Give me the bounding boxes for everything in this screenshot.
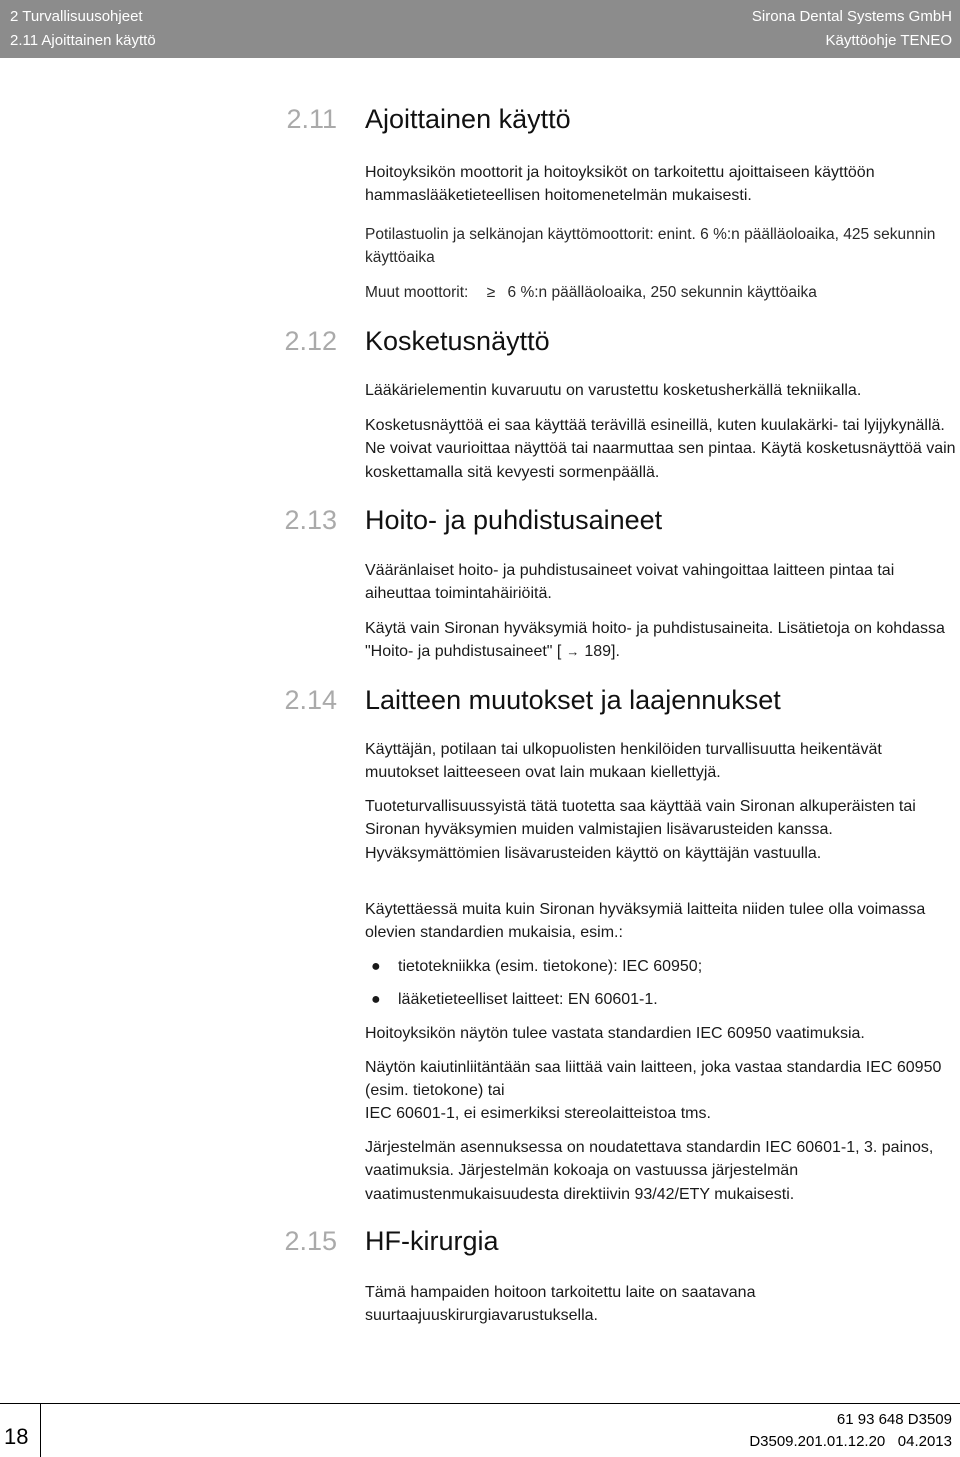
paragraph-intermittent-use: Hoitoyksikön moottorit ja hoitoyksiköt on tarkoitettu ajoittaiseen käyttöön hammaslääketieteellisen hoitomenetelmän mukaisesti. <box>365 164 875 205</box>
bullet-item-it-equipment: tietotekniikka (esim. tietokone): IEC 60950; <box>398 958 703 975</box>
cleaning-reference-page: 189]. <box>584 643 620 661</box>
paragraph-speaker-connection: Näytön kaiutinliitäntään saa liittää vain laitteen, joka vastaa standardia IEC 60950 (esim. tietokone) tai <box>365 1059 942 1100</box>
section-number-2-11: 2.11 <box>286 104 337 134</box>
section-title-2-11: Ajoittainen käyttö <box>365 104 571 134</box>
section-title-2-12: Kosketusnäyttö <box>365 326 550 356</box>
paragraph-cleaning-warning: Vääränlaiset hoito- ja puhdistusaineet voivat vahingoittaa laitteen pintaa tai aiheuttaa toimintahäiriöitä. <box>365 562 895 603</box>
page-reference-arrow-icon: → <box>566 644 580 660</box>
paragraph-standards-intro: Käytettäessä muita kuin Sironan hyväksymiä laitteita niiden tulee olla voimassa olevien standardien mukaisia, esim.: <box>365 901 926 942</box>
bullet-marker: ● <box>371 958 381 975</box>
footer-document-code: D3509.201.01.12.20 04.2013 <box>749 1433 952 1450</box>
section-title-2-15: HF-kirurgia <box>365 1226 499 1256</box>
section-number-2-13: 2.13 <box>284 505 337 535</box>
bullet-marker: ● <box>371 991 381 1008</box>
paragraph-display-standard: Hoitoyksikön näytön tulee vastata standardien IEC 60950 vaatimuksia. <box>365 1025 865 1042</box>
paragraph-system-installation: Järjestelmän asennuksessa on noudatettava standardin IEC 60601-1, 3. painos, vaatimuksia. Järjestelmän kokoaja on vastuussa järjestelmän vaatimustenmukaisuudesta direktiivin 93/42/ETY mukaisesti. <box>365 1139 934 1203</box>
bullet-item-medical-devices: lääketieteelliset laitteet: EN 60601-1. <box>398 991 658 1008</box>
footer-order-number: 61 93 648 D3509 <box>836 1411 952 1428</box>
greater-equal-symbol: ≥ <box>486 284 496 301</box>
paragraph-cleaning-reference <box>365 617 955 664</box>
paragraph-speaker-connection-cont: IEC 60601-1, ei esimerkiksi stereolaitteistoa tms. <box>365 1105 711 1122</box>
paragraph-hf-surgery: Tämä hampaiden hoitoon tarkoitettu laite on saatavana suurtaajuuskirurgiavarustuksella. <box>365 1284 756 1325</box>
paragraph-accessories: Tuoteturvallisuussyistä tätä tuotetta saa käyttää vain Sironan alkuperäisten tai Sironan hyväksymien muiden valmistajien lisävarusteiden kanssa. Hyväksymättömien lisävarusteiden käyttö on käyttäjän vastuulla. <box>365 798 916 862</box>
running-header <box>0 0 960 58</box>
footer-divider <box>40 1403 41 1457</box>
footer-rule <box>0 1403 960 1404</box>
header-chapter: 2 Turvallisuusohjeet <box>10 8 143 25</box>
cleaning-reference-text: Käytä vain Sironan hyväksymiä hoito- ja puhdistusaineita. Lisätietoja on kohdassa "Hoito- ja puhdistusaineet" [ <box>365 620 945 661</box>
header-manual-title: Käyttöohje TENEO <box>825 32 952 49</box>
header-section: 2.11 Ajoittainen käyttö <box>10 32 156 49</box>
section-number-2-14: 2.14 <box>284 685 337 715</box>
other-motors-value: 6 %:n päälläoloaika, 250 sekunnin käyttöaika <box>507 284 817 301</box>
paragraph-touchscreen-warning: Kosketusnäyttöä ei saa käyttää terävillä esineillä, kuten kuulakärki- tai lyijykynällä. Ne voivat vaurioittaa näyttöä tai naarmuttaa sen pintaa. Käytä kosketusnäyttöä vain koskettamalla sitä kevyesti sormenpäällä. <box>365 417 956 481</box>
header-company: Sirona Dental Systems GmbH <box>751 8 952 25</box>
page-number: 18 <box>4 1424 29 1449</box>
paragraph-touchscreen-intro: Lääkärielementin kuvaruutu on varustettu kosketusherkällä tekniikalla. <box>365 382 862 399</box>
paragraph-other-motors <box>365 282 955 305</box>
section-number-2-15: 2.15 <box>284 1226 337 1256</box>
section-title-2-14: Laitteen muutokset ja laajennukset <box>365 685 781 715</box>
section-number-2-12: 2.12 <box>284 326 337 356</box>
paragraph-chair-motors: Potilastuolin ja selkänojan käyttömoottorit: enint. 6 %:n päälläoloaika, 425 sekunnin käyttöaika <box>365 226 936 266</box>
section-title-2-13: Hoito- ja puhdistusaineet <box>365 505 663 535</box>
paragraph-modifications-prohibited: Käyttäjän, potilaan tai ulkopuolisten henkilöiden turvallisuutta heikentävät muutokset laitteeseen ovat lain mukaan kiellettyjä. <box>365 741 882 782</box>
other-motors-label: Muut moottorit: <box>365 284 469 301</box>
